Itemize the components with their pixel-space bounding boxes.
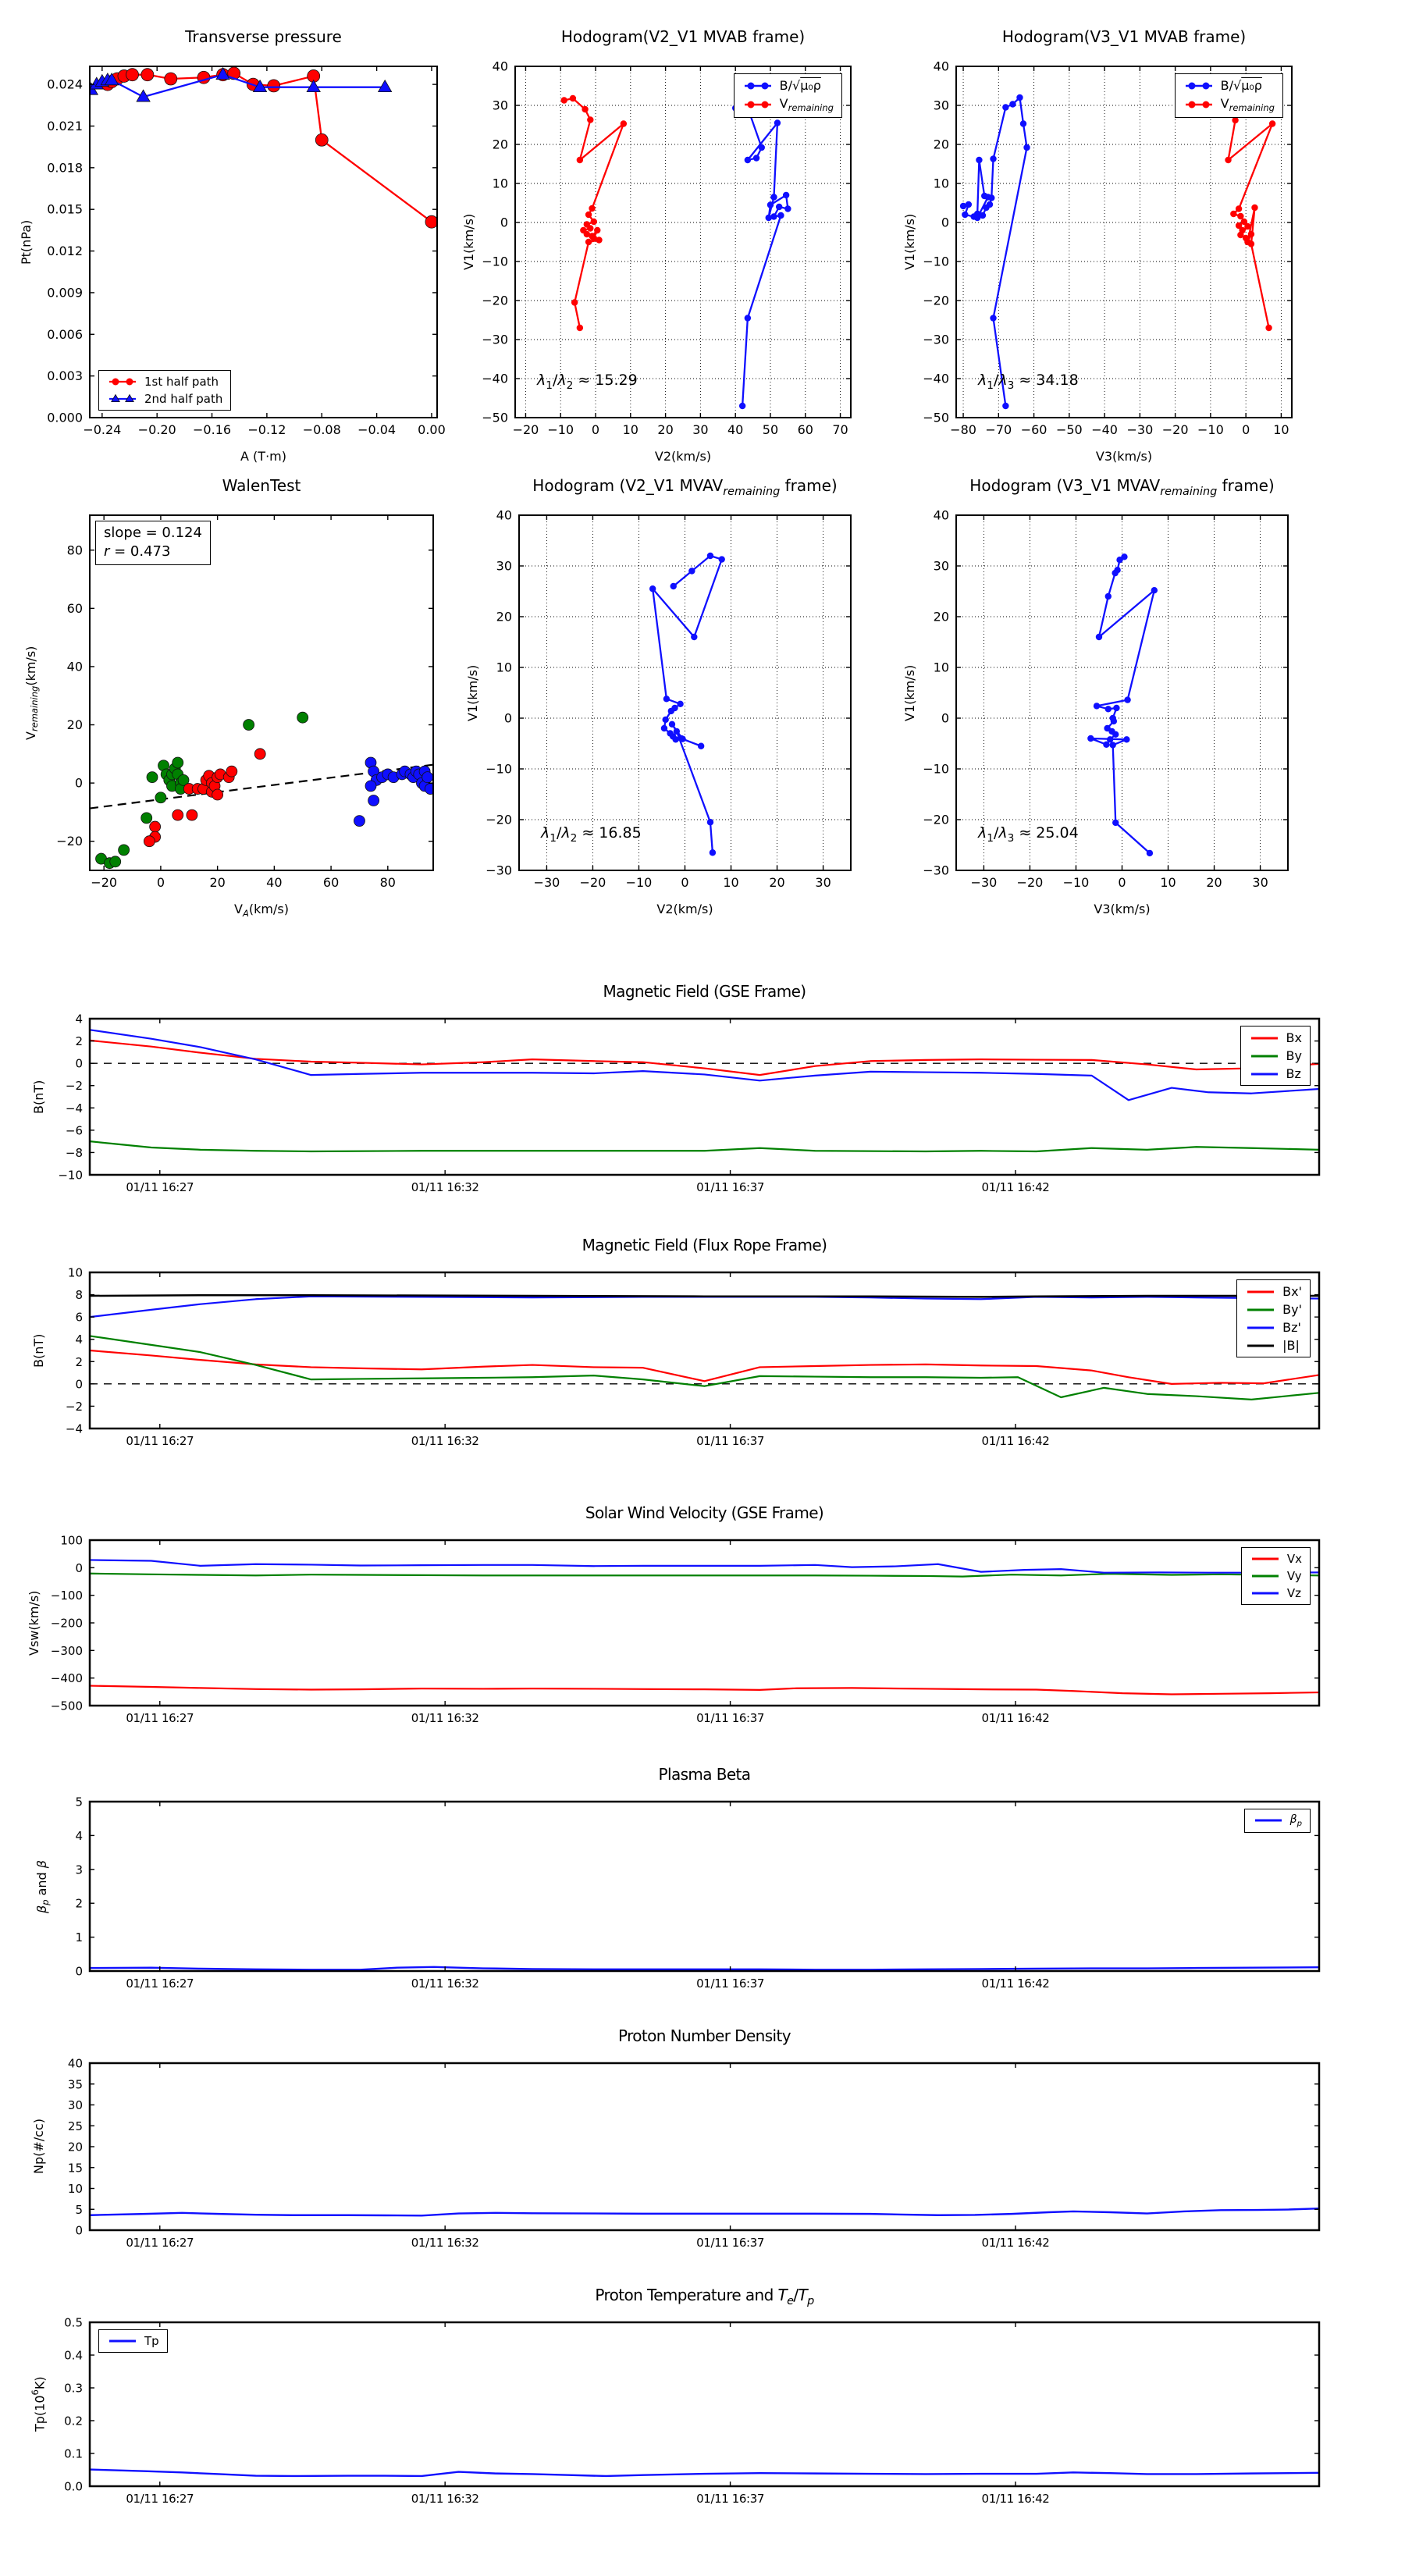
- svg-text:0: 0: [941, 215, 949, 230]
- proton-number-density-plot-area: [67, 2056, 1319, 2250]
- svg-text:−80: −80: [950, 422, 976, 437]
- svg-text:−0.16: −0.16: [193, 422, 232, 437]
- svg-text:01/11 16:37: 01/11 16:37: [696, 1180, 764, 1194]
- panel-magnetic-field-gse: [16, 976, 1343, 1218]
- legend-line-swatch: [107, 393, 138, 405]
- panel-title: Hodogram (V2_V1 $MVAV_{remaining}$ frame): [532, 476, 838, 498]
- svg-text:−0.04: −0.04: [357, 422, 397, 437]
- svg-text:01/11 16:32: 01/11 16:32: [411, 1434, 479, 1448]
- svg-text:0: 0: [74, 775, 83, 791]
- svg-text:−10: −10: [1197, 422, 1224, 437]
- legend-line-swatch: [1245, 1286, 1276, 1298]
- y-axis-label: $\beta_p$ and β: [34, 1859, 52, 1913]
- annotation: slope = 0.124 r = 0.473: [95, 521, 211, 565]
- legend-line-swatch: [1249, 1050, 1280, 1062]
- x-axis-label: V3(km/s): [1095, 449, 1153, 464]
- legend-label: 2nd half path: [144, 392, 223, 406]
- svg-text:−20: −20: [486, 812, 512, 827]
- legend-item: [1245, 1302, 1302, 1317]
- svg-text:0.2: 0.2: [64, 2414, 83, 2428]
- legend-item: [1183, 96, 1275, 113]
- svg-text:01/11 16:27: 01/11 16:27: [126, 1180, 194, 1194]
- svg-text:70: 70: [832, 422, 848, 437]
- svg-text:01/11 16:37: 01/11 16:37: [696, 1711, 764, 1725]
- svg-text:20: 20: [67, 2140, 83, 2154]
- svg-text:10: 10: [723, 875, 739, 890]
- svg-text:25: 25: [67, 2119, 83, 2133]
- svg-text:0.018: 0.018: [47, 160, 83, 176]
- x-axis-label: V2(km/s): [656, 902, 713, 916]
- svg-text:20: 20: [66, 717, 83, 733]
- svg-text:40: 40: [266, 875, 283, 890]
- svg-text:30: 30: [1252, 875, 1268, 890]
- svg-text:−20: −20: [482, 293, 508, 308]
- svg-text:01/11 16:32: 01/11 16:32: [411, 2236, 479, 2250]
- svg-text:01/11 16:42: 01/11 16:42: [981, 2236, 1050, 2250]
- svg-text:−70: −70: [985, 422, 1012, 437]
- panel-title: Transverse pressure: [185, 27, 342, 46]
- y-axis-label: B(nT): [31, 1333, 46, 1368]
- svg-text:−40: −40: [1091, 422, 1118, 437]
- y-axis-label: Np(#/cc): [31, 2119, 46, 2175]
- svg-text:30: 30: [67, 2098, 83, 2112]
- legend-item: [107, 392, 222, 406]
- svg-text:0: 0: [503, 710, 512, 726]
- legend-label: Bz: [1286, 1066, 1301, 1081]
- svg-text:−10: −10: [547, 422, 574, 437]
- legend-line-swatch: [1250, 1587, 1281, 1599]
- svg-text:01/11 16:42: 01/11 16:42: [981, 1711, 1050, 1725]
- svg-text:20: 20: [933, 609, 949, 624]
- proton-number-density-plot: [67, 2056, 1319, 2250]
- svg-text:−30: −30: [923, 863, 949, 878]
- svg-text:0.006: 0.006: [47, 326, 83, 342]
- svg-text:0.5: 0.5: [64, 2315, 83, 2330]
- svg-text:0: 0: [75, 1056, 83, 1071]
- hodogram-v3v1-mvav-plot: [923, 507, 1288, 890]
- svg-text:20: 20: [492, 137, 508, 152]
- svg-text:20: 20: [933, 137, 949, 152]
- panel-title: Plasma Beta: [658, 1765, 751, 1784]
- svg-text:40: 40: [66, 659, 83, 674]
- svg-text:0.1: 0.1: [64, 2446, 83, 2461]
- svg-text:2: 2: [75, 1896, 83, 1911]
- svg-text:20: 20: [1206, 875, 1222, 890]
- svg-text:−30: −30: [923, 332, 949, 347]
- svg-text:4: 4: [75, 1012, 83, 1026]
- plasma-beta-plot: [75, 1795, 1319, 1991]
- legend-line-swatch: [107, 375, 138, 388]
- hodogram-v3v1-mvab-plot-area: [923, 59, 1292, 437]
- hodogram-v2v1-mvav-plot-area: [486, 507, 851, 890]
- svg-text:−4: −4: [65, 1421, 83, 1436]
- magnetic-field-flux-rope-plot: [65, 1265, 1319, 1448]
- legend-label: B/√μ₀ρ: [779, 78, 821, 93]
- svg-text:01/11 16:37: 01/11 16:37: [696, 1434, 764, 1448]
- svg-text:2: 2: [75, 1354, 83, 1369]
- x-axis-label: V2(km/s): [654, 449, 712, 464]
- y-axis-label: Pt(nPa): [19, 219, 34, 265]
- svg-text:0: 0: [75, 2223, 83, 2238]
- y-axis-label: $Tp(10^6K)$: [30, 2376, 48, 2432]
- svg-text:0: 0: [1242, 422, 1250, 437]
- svg-text:−10: −10: [482, 254, 508, 269]
- svg-text:15: 15: [67, 2161, 83, 2176]
- svg-text:−0.24: −0.24: [83, 422, 122, 437]
- legend-item: [1249, 1048, 1302, 1063]
- svg-text:−40: −40: [923, 371, 949, 386]
- legend-label: Bz': [1282, 1320, 1301, 1335]
- svg-text:−2: −2: [65, 1399, 83, 1414]
- svg-text:0: 0: [75, 1377, 83, 1392]
- svg-text:−50: −50: [482, 410, 508, 425]
- svg-text:01/11 16:32: 01/11 16:32: [411, 2492, 479, 2506]
- panel-hodogram-v2v1-mvab: [441, 20, 866, 488]
- y-axis-label: V1(km/s): [461, 213, 476, 271]
- legend-label: Vy: [1286, 1569, 1302, 1583]
- legend-line-swatch: [742, 98, 774, 111]
- svg-text:0: 0: [681, 875, 689, 890]
- y-axis-label: Vsw(km/s): [27, 1590, 41, 1656]
- svg-text:−8: −8: [65, 1145, 83, 1160]
- y-axis-label: $V_{remaining}(km/s)$: [23, 646, 41, 740]
- svg-text:−2: −2: [65, 1079, 83, 1094]
- svg-text:40: 40: [933, 507, 949, 523]
- svg-text:−30: −30: [533, 875, 560, 890]
- legend-label: By': [1282, 1302, 1302, 1317]
- y-axis-label: B(nT): [31, 1080, 46, 1114]
- svg-text:−20: −20: [1016, 875, 1044, 890]
- legend-line-swatch: [1249, 1068, 1280, 1080]
- svg-text:01/11 16:27: 01/11 16:27: [126, 2236, 194, 2250]
- panel-title: Proton Temperature and $T_e/T_p$: [595, 2286, 814, 2307]
- svg-text:4: 4: [75, 1828, 83, 1843]
- svg-text:−30: −30: [1126, 422, 1154, 437]
- panel-title: Hodogram(V2_V1 MVAB frame): [560, 27, 806, 46]
- legend: [1240, 1026, 1311, 1086]
- svg-text:10: 10: [492, 176, 508, 191]
- svg-text:0: 0: [75, 1560, 83, 1575]
- svg-text:01/11 16:27: 01/11 16:27: [126, 1711, 194, 1725]
- svg-text:0.003: 0.003: [47, 368, 83, 384]
- svg-text:100: 100: [60, 1533, 83, 1548]
- legend-item: [742, 78, 834, 93]
- legend: [1244, 1809, 1311, 1833]
- svg-text:10: 10: [67, 2182, 83, 2196]
- svg-text:10: 10: [933, 660, 949, 675]
- svg-text:80: 80: [379, 875, 396, 890]
- panel-proton-number-density: [16, 2020, 1343, 2272]
- svg-text:10: 10: [67, 1265, 83, 1280]
- svg-text:01/11 16:42: 01/11 16:42: [981, 1976, 1050, 1991]
- legend-item: [1250, 1552, 1302, 1566]
- legend-label: Bx: [1286, 1030, 1302, 1045]
- legend-item: [1245, 1284, 1302, 1299]
- y-axis-label: V1(km/s): [902, 664, 917, 721]
- hodogram-v3v1-mvav-plot-area: [923, 507, 1288, 890]
- svg-text:−10: −10: [486, 761, 512, 777]
- svg-text:−20: −20: [91, 875, 118, 890]
- svg-text:0: 0: [1118, 875, 1126, 890]
- magnetic-field-gse-plot-area: [58, 1012, 1319, 1194]
- svg-text:20: 20: [769, 875, 785, 890]
- svg-text:−20: −20: [579, 875, 606, 890]
- svg-text:−20: −20: [512, 422, 539, 437]
- svg-text:−4: −4: [65, 1101, 83, 1115]
- legend: [734, 73, 842, 118]
- legend-label: B/√μ₀ρ: [1220, 78, 1262, 93]
- svg-text:5: 5: [75, 2202, 83, 2217]
- svg-text:−30: −30: [482, 332, 508, 347]
- svg-text:−0.20: −0.20: [137, 422, 176, 437]
- svg-text:10: 10: [496, 660, 512, 675]
- legend-label: Vz: [1286, 1586, 1301, 1600]
- legend-label: $V_{remaining}$: [1220, 96, 1275, 114]
- panel-title: Magnetic Field (Flux Rope Frame): [582, 1236, 827, 1254]
- svg-text:01/11 16:32: 01/11 16:32: [411, 1180, 479, 1194]
- svg-text:0: 0: [156, 875, 165, 890]
- panel-hodogram-v2v1-mvav: [445, 468, 866, 948]
- svg-text:−50: −50: [1055, 422, 1083, 437]
- svg-text:30: 30: [692, 422, 709, 437]
- svg-text:01/11 16:37: 01/11 16:37: [696, 2492, 764, 2506]
- legend: [1175, 73, 1283, 118]
- annotation: $\lambda_1/\lambda_2 \approx 16.85$: [541, 824, 642, 845]
- svg-text:−6: −6: [65, 1123, 83, 1138]
- panel-plasma-beta: [16, 1759, 1343, 2012]
- svg-text:20: 20: [657, 422, 674, 437]
- legend-item: [1245, 1338, 1302, 1353]
- svg-text:30: 30: [933, 558, 949, 574]
- svg-text:−400: −400: [50, 1671, 83, 1686]
- transverse-pressure-plot: [47, 66, 446, 437]
- svg-text:50: 50: [762, 422, 779, 437]
- panel-proton-temperature: [16, 2279, 1343, 2528]
- legend-line-swatch: [1245, 1322, 1276, 1334]
- panel-hodogram-v3v1-mvav: [882, 468, 1304, 948]
- legend-line-swatch: [1249, 1032, 1280, 1044]
- svg-text:20: 20: [496, 609, 512, 624]
- svg-text:0: 0: [75, 1964, 83, 1979]
- legend-line-swatch: [1183, 80, 1215, 92]
- y-axis-label: V1(km/s): [465, 664, 480, 721]
- proton-temperature-plot-area: [64, 2315, 1319, 2506]
- legend-line-swatch: [1250, 1553, 1281, 1565]
- legend-item: [1245, 1320, 1302, 1335]
- annotation: $\lambda_1/\lambda_3 \approx 25.04$: [978, 824, 1079, 845]
- legend-label: Bx': [1282, 1284, 1302, 1299]
- legend-label: Tp: [144, 2334, 159, 2348]
- svg-text:−40: −40: [482, 371, 508, 386]
- svg-text:0: 0: [591, 422, 600, 437]
- svg-text:−20: −20: [923, 812, 949, 827]
- svg-text:−20: −20: [923, 293, 949, 308]
- legend-label: 1st half path: [144, 375, 219, 389]
- svg-text:0.015: 0.015: [47, 201, 83, 217]
- legend-line-swatch: [1253, 1814, 1284, 1827]
- svg-text:3: 3: [75, 1863, 83, 1877]
- legend-label: $\beta_p$: [1289, 1813, 1302, 1828]
- svg-text:−50: −50: [923, 410, 949, 425]
- annotation: $\lambda_1/\lambda_2 \approx 15.29$: [537, 371, 638, 392]
- legend-line-swatch: [1250, 1570, 1281, 1582]
- panel-magnetic-field-flux-rope: [16, 1229, 1343, 1471]
- y-axis-label: V1(km/s): [902, 213, 917, 271]
- walen-test-plot: [56, 515, 433, 890]
- legend-line-swatch: [1245, 1340, 1276, 1352]
- svg-text:01/11 16:37: 01/11 16:37: [696, 1976, 764, 1991]
- svg-text:6: 6: [75, 1310, 83, 1325]
- svg-text:−60: −60: [1020, 422, 1048, 437]
- legend-item: [107, 375, 222, 389]
- legend: [1236, 1279, 1311, 1357]
- x-axis-label: A (T·m): [240, 449, 286, 464]
- svg-text:40: 40: [727, 422, 744, 437]
- x-axis-label: V3(km/s): [1094, 902, 1151, 916]
- svg-text:01/11 16:27: 01/11 16:27: [126, 1434, 194, 1448]
- svg-text:−10: −10: [923, 254, 949, 269]
- magnetic-field-flux-rope-plot-area: [65, 1265, 1319, 1448]
- legend-line-swatch: [1183, 98, 1215, 111]
- svg-text:4: 4: [75, 1332, 83, 1347]
- walen-test-plot-area: [56, 515, 433, 890]
- legend-item: [107, 2334, 159, 2348]
- x-axis-label: $V_A(km/s)$: [234, 902, 289, 920]
- svg-text:01/11 16:37: 01/11 16:37: [696, 2236, 764, 2250]
- svg-text:0.3: 0.3: [64, 2381, 83, 2396]
- svg-text:30: 30: [815, 875, 831, 890]
- legend: [98, 2329, 168, 2353]
- legend-item: [1250, 1569, 1302, 1583]
- svg-text:−200: −200: [50, 1616, 83, 1631]
- hodogram-v3v1-mvab-plot: [923, 59, 1292, 437]
- svg-text:0.4: 0.4: [64, 2348, 83, 2363]
- hodogram-v2v1-mvav-plot: [486, 507, 851, 890]
- svg-text:−10: −10: [1062, 875, 1090, 890]
- svg-text:10: 10: [933, 176, 949, 191]
- svg-text:0.012: 0.012: [47, 244, 83, 259]
- legend-label: By: [1286, 1048, 1302, 1063]
- panel-title: Solar Wind Velocity (GSE Frame): [585, 1503, 824, 1522]
- legend-line-swatch: [1245, 1304, 1276, 1316]
- svg-text:−10: −10: [923, 761, 949, 777]
- svg-text:0.009: 0.009: [47, 285, 83, 301]
- svg-text:0.0: 0.0: [64, 2479, 83, 2494]
- svg-text:40: 40: [496, 507, 512, 523]
- svg-text:−10: −10: [58, 1168, 83, 1183]
- legend-item: [1183, 78, 1275, 93]
- panel-transverse-pressure: [16, 20, 453, 488]
- svg-text:40: 40: [933, 59, 949, 74]
- svg-text:−0.12: −0.12: [247, 422, 286, 437]
- svg-text:5: 5: [75, 1795, 83, 1809]
- svg-text:0.024: 0.024: [47, 76, 83, 92]
- svg-text:30: 30: [496, 558, 512, 574]
- svg-text:01/11 16:32: 01/11 16:32: [411, 1976, 479, 1991]
- svg-text:0.00: 0.00: [418, 422, 446, 437]
- svg-text:−0.08: −0.08: [302, 422, 341, 437]
- annotation: $\lambda_1/\lambda_3 \approx 34.18$: [978, 371, 1079, 392]
- svg-text:20: 20: [209, 875, 226, 890]
- svg-text:0.021: 0.021: [47, 118, 83, 133]
- svg-text:80: 80: [66, 543, 83, 558]
- proton-temperature-plot: [64, 2315, 1319, 2506]
- legend-item: [1253, 1813, 1302, 1828]
- panel-walen-test: [16, 468, 449, 948]
- svg-text:−20: −20: [1161, 422, 1189, 437]
- solar-wind-velocity-plot-area: [50, 1533, 1319, 1725]
- svg-text:−20: −20: [56, 834, 83, 849]
- svg-text:2: 2: [75, 1034, 83, 1049]
- svg-text:30: 30: [933, 98, 949, 113]
- svg-text:−30: −30: [486, 863, 512, 878]
- svg-text:01/11 16:42: 01/11 16:42: [981, 1180, 1050, 1194]
- svg-text:−10: −10: [625, 875, 653, 890]
- plasma-beta-plot-area: [75, 1795, 1319, 1991]
- hodogram-v2v1-mvab-plot: [482, 59, 851, 437]
- legend-item: [1249, 1030, 1302, 1045]
- panel-title: Hodogram (V3_V1 $MVAV_{remaining}$ frame): [969, 476, 1275, 498]
- svg-text:10: 10: [622, 422, 638, 437]
- svg-text:0.000: 0.000: [47, 410, 83, 425]
- svg-text:01/11 16:32: 01/11 16:32: [411, 1711, 479, 1725]
- svg-text:01/11 16:42: 01/11 16:42: [981, 2492, 1050, 2506]
- svg-text:01/11 16:27: 01/11 16:27: [126, 1976, 194, 1991]
- svg-text:1: 1: [75, 1930, 83, 1945]
- legend-label: Vx: [1286, 1552, 1302, 1566]
- svg-text:40: 40: [492, 59, 508, 74]
- transverse-pressure-plot-area: [47, 66, 446, 437]
- legend-label: |B|: [1282, 1338, 1300, 1353]
- legend-line-swatch: [742, 80, 774, 92]
- svg-text:−500: −500: [50, 1699, 83, 1713]
- solar-wind-velocity-plot: [50, 1533, 1319, 1725]
- svg-text:60: 60: [797, 422, 813, 437]
- svg-text:−300: −300: [50, 1643, 83, 1658]
- panel-title: Proton Number Density: [618, 2026, 791, 2045]
- svg-text:60: 60: [322, 875, 340, 890]
- svg-text:30: 30: [492, 98, 508, 113]
- svg-text:0: 0: [500, 215, 508, 230]
- svg-text:−30: −30: [970, 875, 998, 890]
- magnetic-field-gse-plot: [58, 1012, 1319, 1194]
- legend-item: [1250, 1586, 1302, 1600]
- legend-item: [1249, 1066, 1302, 1081]
- panel-title: Magnetic Field (GSE Frame): [603, 982, 806, 1001]
- legend-label: $V_{remaining}$: [779, 96, 834, 114]
- svg-text:40: 40: [67, 2056, 83, 2071]
- svg-text:0: 0: [941, 710, 949, 726]
- legend-item: [742, 96, 834, 113]
- legend: [1241, 1547, 1311, 1605]
- svg-text:8: 8: [75, 1288, 83, 1303]
- svg-text:10: 10: [1273, 422, 1289, 437]
- panel-solar-wind-velocity: [16, 1497, 1343, 1747]
- panel-hodogram-v3v1-mvab: [882, 20, 1307, 488]
- legend: [98, 370, 231, 411]
- svg-text:10: 10: [1160, 875, 1176, 890]
- panel-title: WalenTest: [222, 476, 301, 495]
- svg-text:01/11 16:42: 01/11 16:42: [981, 1434, 1050, 1448]
- hodogram-v2v1-mvab-plot-area: [482, 59, 851, 437]
- svg-text:35: 35: [67, 2077, 83, 2092]
- svg-text:60: 60: [66, 600, 83, 616]
- legend-line-swatch: [107, 2335, 138, 2347]
- svg-text:−100: −100: [50, 1589, 83, 1603]
- panel-title: Hodogram(V3_V1 MVAB frame): [1001, 27, 1247, 46]
- svg-text:01/11 16:27: 01/11 16:27: [126, 2492, 194, 2506]
